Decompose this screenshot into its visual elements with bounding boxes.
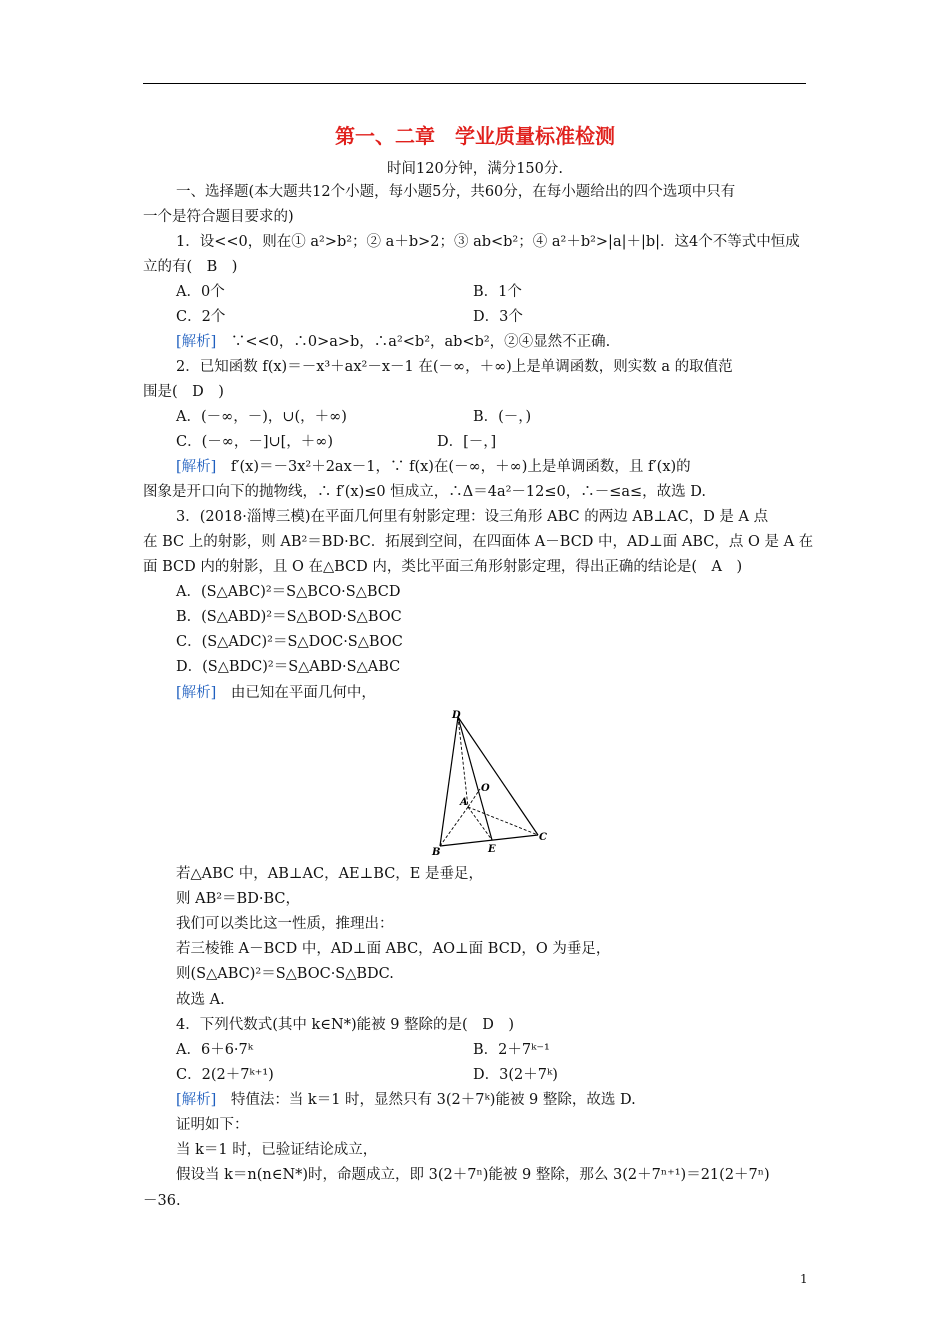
q3-option-b: B．(S△ABD)²＝S△BOD·S△BOC <box>176 609 402 625</box>
q2-analysis-line2: 图象是开口向下的抛物线，∴ f′(x)≤0 恒成立，∴Δ＝4a²－12≤0，∴－≤a≤，故选 D. <box>143 484 706 500</box>
page-title: 第一、二章 学业质量标准检测 <box>335 124 615 148</box>
q3-proof-line3: 我们可以类比这一性质，推理出： <box>176 916 394 932</box>
q1-stem-line1: 1．设<<0，则在① a²>b²；② a＋b>2；③ ab<b²；④ a²＋b²>|a|＋|b|．这4个不等式中恒成 <box>176 234 800 250</box>
q4-analysis <box>176 1090 841 1110</box>
label-a: A <box>460 797 468 808</box>
q4-option-d: D．3(2＋7ᵏ) <box>473 1067 558 1083</box>
analysis-tag: [解析] <box>176 459 217 475</box>
exam-info: 时间120分钟，满分150分. <box>387 161 563 177</box>
q3-proof-line6: 故选 A. <box>176 992 225 1008</box>
tetrahedron-figure <box>430 709 550 857</box>
label-d: D <box>452 710 461 721</box>
label-e: E <box>488 844 496 855</box>
page-number: 1 <box>800 1272 808 1286</box>
q3-proof-line2: 则 AB²＝BD·BC， <box>176 891 300 907</box>
q1-option-a: A．0个 <box>176 284 225 300</box>
q4-option-b: B．2＋7ᵏ⁻¹ <box>473 1042 550 1058</box>
q3-analysis <box>176 683 841 703</box>
header-rule <box>143 83 806 84</box>
q4-analysis-text: 特值法：当 k＝1 时，显然只有 3(2＋7ᵏ)能被 9 整除，故选 D. <box>216 1092 636 1108</box>
q2-stem-line1: 2．已知函数 f(x)＝－x³＋ax²－x－1 在(－∞，＋∞)上是单调函数，则实数 a 的取值范 <box>176 359 733 375</box>
q4-proof-line4: －36. <box>143 1193 181 1209</box>
q1-stem-line2: 立的有( B ) <box>143 259 238 275</box>
q2-option-c: C．(－∞，－]∪[，＋∞) <box>176 434 334 450</box>
section-heading-line2: 一个是符合题目要求的) <box>143 209 294 225</box>
q1-analysis <box>176 332 841 352</box>
q2-option-b: B．(－，) <box>473 409 532 425</box>
q4-proof-line3: 假设当 k＝n(n∈N*)时，命题成立，即 3(2＋7ⁿ)能被 9 整除，那么 3(2＋7ⁿ⁺¹)＝21(2＋7ⁿ) <box>176 1167 770 1183</box>
q4-proof-line2: 当 k＝1 时，已验证结论成立， <box>176 1142 378 1158</box>
q2-analysis-line1 <box>176 457 841 477</box>
q4-option-a: A．6＋6·7ᵏ <box>176 1042 254 1058</box>
q3-proof-line5: 则(S△ABC)²＝S△BOC·S△BDC. <box>176 966 394 982</box>
q3-option-d: D．(S△BDC)²＝S△ABD·S△ABC <box>176 659 401 675</box>
q1-option-c: C．2个 <box>176 309 226 325</box>
q3-option-a: A．(S△ABC)²＝S△BCO·S△BCD <box>176 584 401 600</box>
analysis-tag: [解析] <box>176 334 217 350</box>
q3-stem-line2: 在 BC 上的射影，则 AB²＝BD·BC．拓展到空间，在四面体 A－BCD 中，AD⊥面 ABC，点 O 是 A 在 <box>143 534 814 550</box>
q3-option-c: C．(S△ADC)²＝S△DOC·S△BOC <box>176 634 403 650</box>
edge-db <box>440 717 458 846</box>
q2-stem-line2: 围是( D ) <box>143 384 224 400</box>
q3-analysis-text: 由已知在平面几何中， <box>216 685 376 701</box>
edge-de <box>458 717 492 840</box>
label-o: O <box>481 783 490 794</box>
analysis-tag: [解析] <box>176 1092 217 1108</box>
q3-stem-line1: 3．(2018·淄博三模)在平面几何里有射影定理：设三角形 ABC 的两边 AB⊥AC，D 是 A 点 <box>176 509 769 525</box>
q1-analysis-text: ∵<<0，∴0>a>b，∴a²<b²，ab<b²，②④显然不正确. <box>216 334 611 350</box>
label-c: C <box>539 832 547 843</box>
section-heading-line1: 一、选择题(本大题共12个小题，每小题5分，共60分，在每小题给出的四个选项中只有 <box>176 184 736 200</box>
q1-option-b: B．1个 <box>473 284 522 300</box>
edge-dc <box>458 717 538 835</box>
q3-proof-line1: 若△ABC 中，AB⊥AC，AE⊥BC，E 是垂足， <box>176 866 483 882</box>
analysis-tag: [解析] <box>176 685 217 701</box>
q4-stem: 4．下列代数式(其中 k∈N*)能被 9 整除的是( D ) <box>176 1017 514 1033</box>
q2-option-d: D．[－，] <box>437 434 497 450</box>
q1-option-d: D．3个 <box>473 309 523 325</box>
q3-stem-line3: 面 BCD 内的射影，且 O 在△BCD 内，类比平面三角形射影定理，得出正确的结论是( A ) <box>143 559 743 575</box>
q3-proof-line4: 若三棱锥 A－BCD 中，AD⊥面 ABC，AO⊥面 BCD，O 为垂足， <box>176 941 611 957</box>
q4-option-c: C．2(2＋7ᵏ⁺¹) <box>176 1067 274 1083</box>
label-b: B <box>432 847 441 857</box>
q2-analysis-text: f′(x)＝－3x²＋2ax－1，∵ f(x)在(－∞，＋∞)上是单调函数，且 f′(x)的 <box>216 459 691 475</box>
q2-option-a: A．(－∞，－)，∪(，＋∞) <box>176 409 347 425</box>
q4-proof-line1: 证明如下： <box>176 1117 249 1133</box>
